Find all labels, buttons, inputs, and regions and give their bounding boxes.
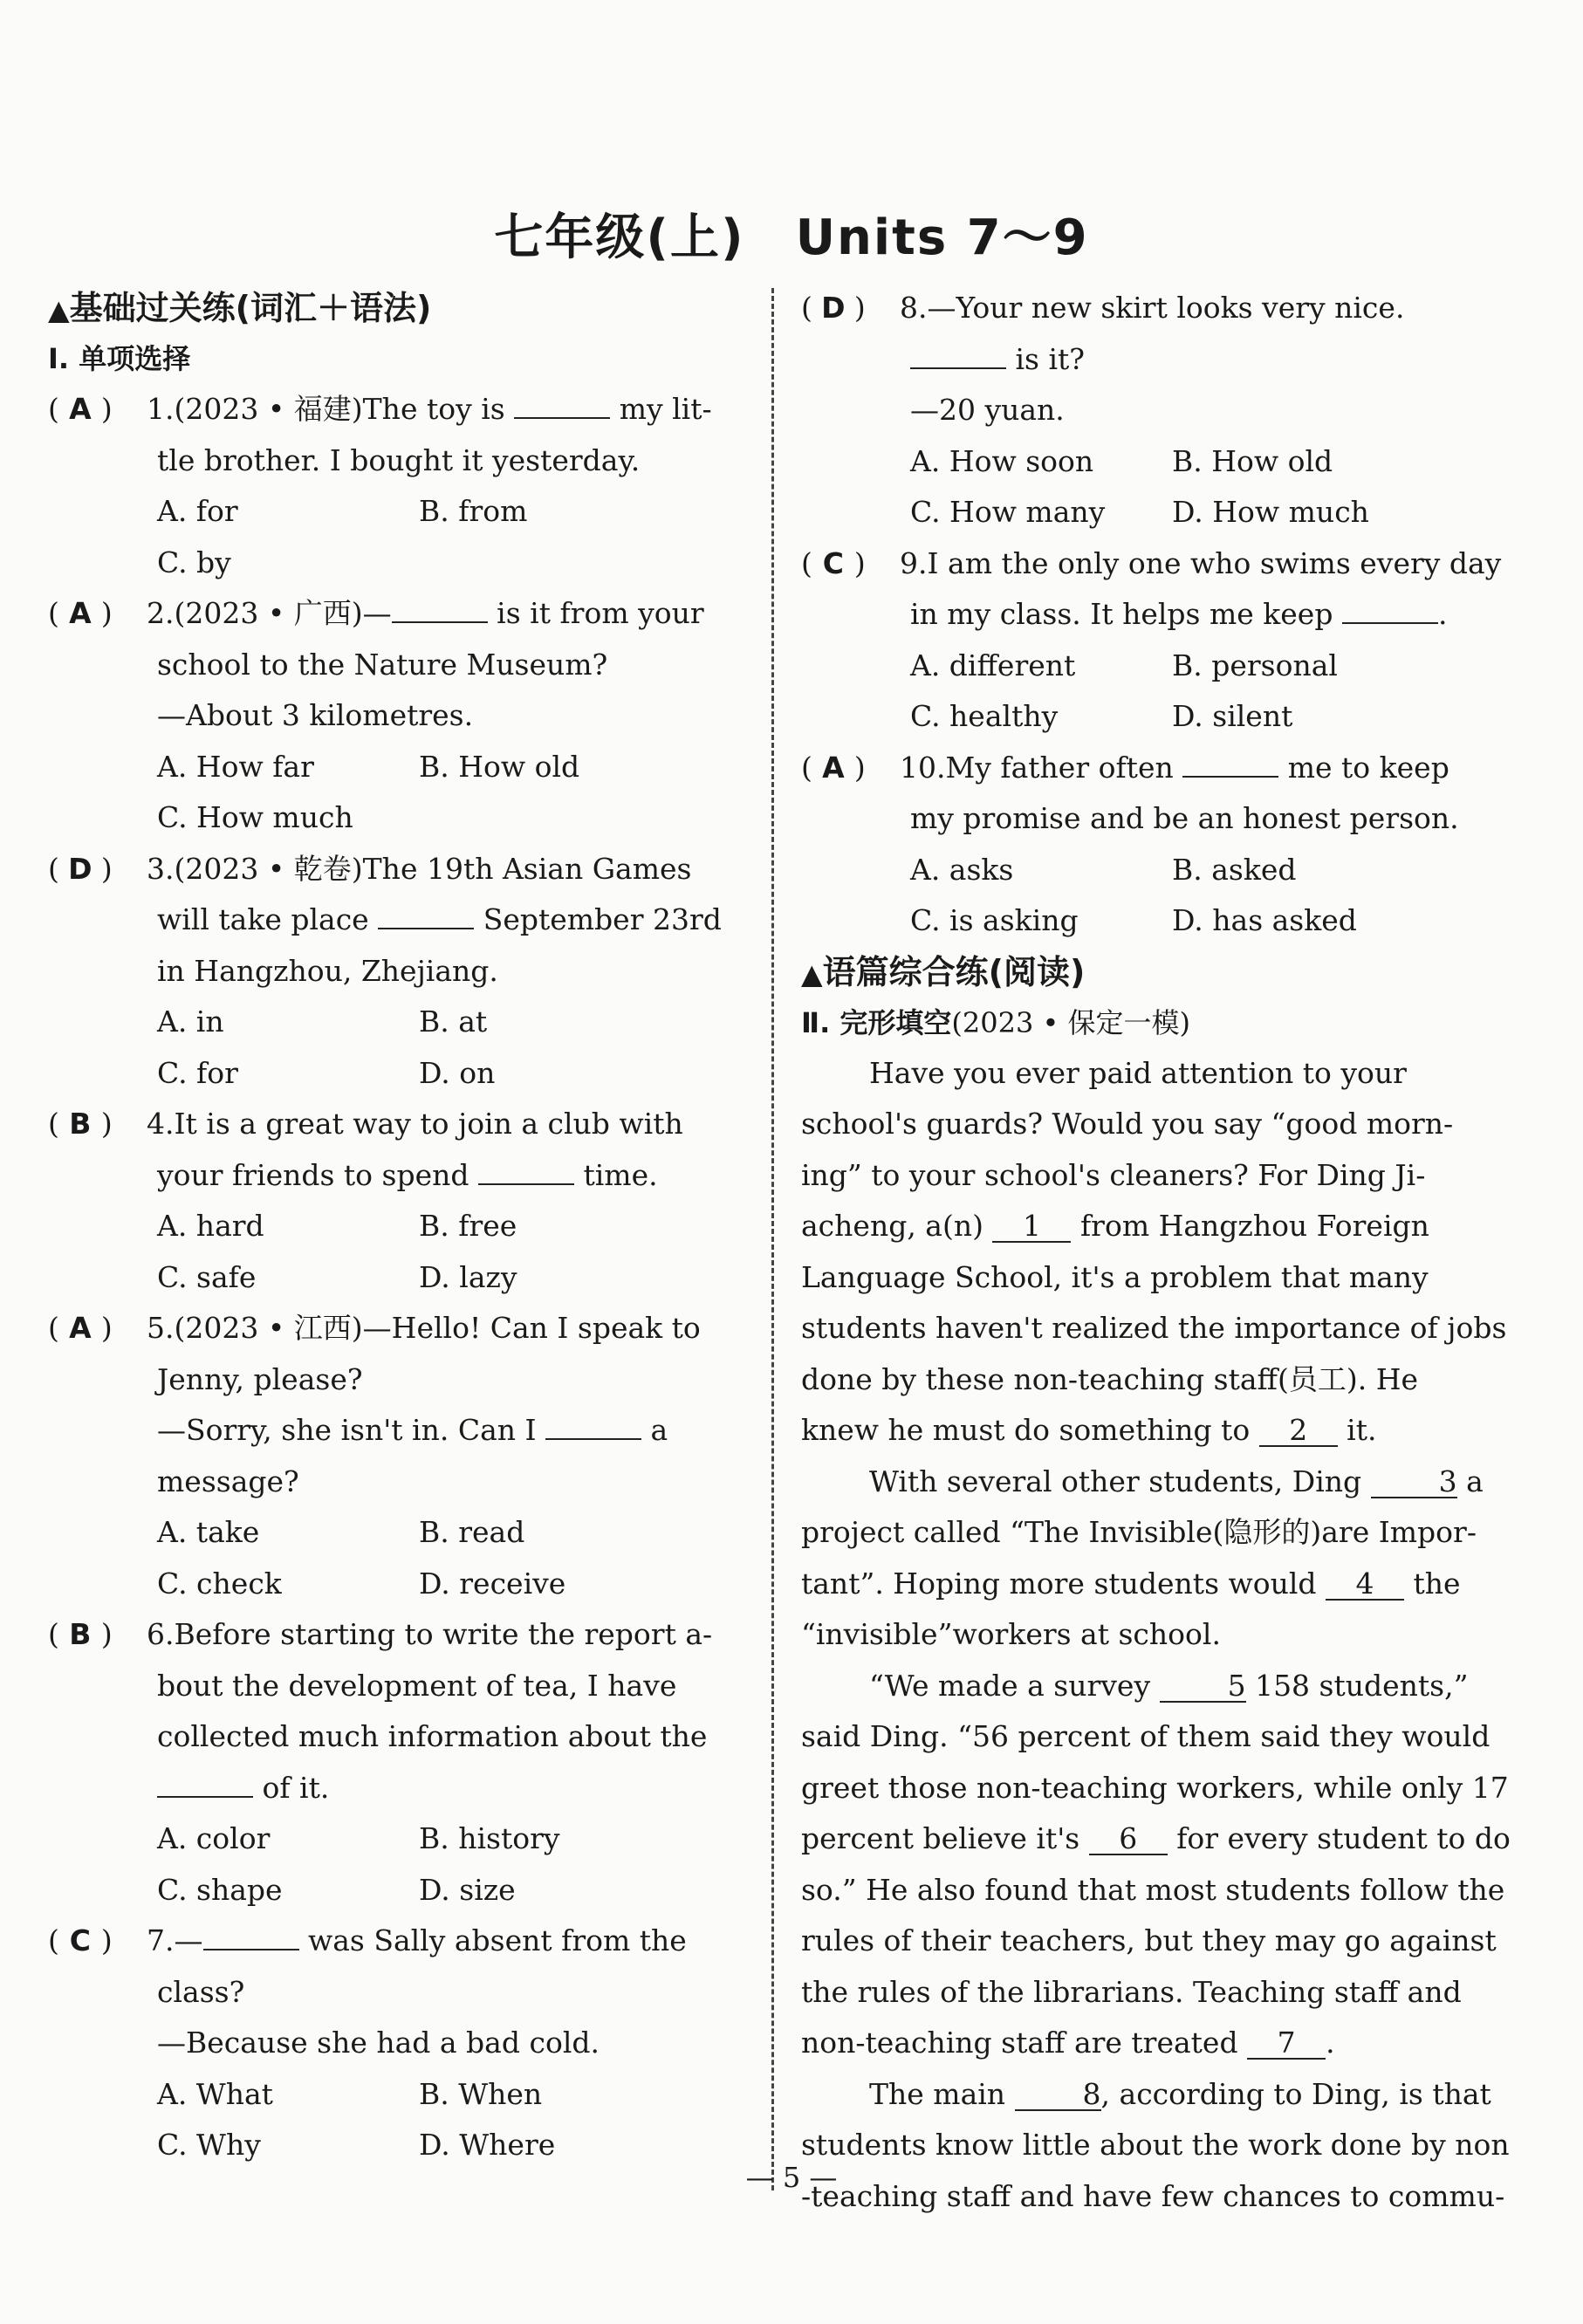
cloze-line: rules of their teachers, but they may go against xyxy=(801,1923,1497,1957)
option-item: D. receive xyxy=(419,1566,566,1601)
question-number: 5. xyxy=(147,1311,175,1345)
cloze-line: -teaching staff and have few chances to commu- xyxy=(801,2178,1505,2213)
option-item: C. safe xyxy=(157,1259,257,1294)
option-item: C. by xyxy=(157,545,231,579)
option-item: A. asks xyxy=(910,852,1014,887)
option-item: D. on xyxy=(419,1055,496,1090)
cloze-paragraph xyxy=(801,2069,1510,2223)
right-column xyxy=(801,283,1511,2222)
question-number: 7. xyxy=(147,1923,175,1957)
answer-bracket: ( C ) xyxy=(801,538,866,590)
answer-letter: C xyxy=(69,1923,91,1957)
option-item: C. check xyxy=(157,1566,282,1601)
option-list xyxy=(48,2069,742,2171)
question-item xyxy=(48,588,742,844)
option-item: D. How much xyxy=(1172,495,1369,529)
question-line: 4.It is a great way to join a club with xyxy=(147,1107,683,1141)
question-line: will take place September 23rd xyxy=(157,902,722,936)
answer-letter: C xyxy=(822,545,844,580)
question-line: my promise and be an honest person. xyxy=(910,801,1459,835)
triangle-icon: ▲ xyxy=(801,956,823,991)
question-line: 6.Before starting to write the report a- xyxy=(147,1617,713,1651)
question-stem xyxy=(48,844,742,997)
question-item xyxy=(48,844,742,1100)
question-line: 5.(2023 • 江西)—Hello! Can I speak to xyxy=(147,1311,701,1345)
question-number: 8. xyxy=(900,291,928,325)
cloze-paragraph xyxy=(801,1457,1495,1661)
cloze-line: knew he must do something to 2 it. xyxy=(801,1413,1377,1447)
question-stem xyxy=(48,1099,742,1201)
cloze-line: Have you ever paid attention to your xyxy=(869,1055,1407,1090)
question-stem xyxy=(48,588,742,742)
answer-bracket: ( A ) xyxy=(48,1303,113,1354)
answer-bracket: ( D ) xyxy=(48,844,113,895)
question-line: Jenny, please? xyxy=(157,1361,363,1396)
option-item: B. How old xyxy=(1172,443,1333,478)
question-line: 9.I am the only one who swims every day xyxy=(900,545,1502,580)
question-item xyxy=(48,384,742,588)
option-list xyxy=(48,997,742,1099)
option-item: A. hard xyxy=(157,1209,264,1243)
option-list xyxy=(801,436,1495,538)
option-item: A. How far xyxy=(157,749,314,784)
question-line: tle brother. I bought it yesterday. xyxy=(157,442,641,477)
question-number: 1. xyxy=(147,392,175,426)
cloze-line: The main 8, according to Ding, is that xyxy=(869,2076,1491,2111)
option-list xyxy=(48,1813,742,1916)
option-item: B. asked xyxy=(1172,852,1297,887)
cloze-line: project called “The Invisible(隐形的)are Impor- xyxy=(801,1515,1477,1549)
question-line: 7.— was Sally absent from the xyxy=(147,1923,687,1957)
question-item xyxy=(801,538,1502,743)
question-line: —20 yuan. xyxy=(910,393,1065,427)
question-item xyxy=(801,743,1495,947)
answer-blank xyxy=(203,1923,299,1950)
question-number: 10. xyxy=(900,750,946,785)
option-item: C. shape xyxy=(157,1872,283,1907)
cloze-blank: 4 xyxy=(1326,1569,1404,1601)
cloze-paragraph xyxy=(801,1048,1507,1457)
option-item: C. How much xyxy=(157,800,353,834)
answer-letter: D xyxy=(68,851,93,886)
answer-bracket: ( D ) xyxy=(801,283,866,334)
option-list xyxy=(48,1507,742,1609)
triangle-icon: ▲ xyxy=(48,293,70,326)
cloze-line: non-teaching staff are treated 7 . xyxy=(801,2026,1335,2060)
answer-letter: B xyxy=(69,1107,92,1141)
question-line: class? xyxy=(157,1974,245,2009)
cloze-line: said Ding. “56 percent of them said they would xyxy=(801,1719,1490,1753)
option-item: D. silent xyxy=(1172,699,1293,733)
option-item: C. Why xyxy=(157,2128,261,2162)
option-item: A. What xyxy=(157,2076,273,2111)
question-number: 2. xyxy=(147,596,175,630)
option-list xyxy=(801,641,1495,743)
question-line: bout the development of tea, I have xyxy=(157,1668,677,1703)
option-item: D. has asked xyxy=(1172,903,1357,937)
answer-blank xyxy=(514,391,610,419)
question-stem xyxy=(48,1916,742,2069)
cloze-line: students haven't realized the importance of jobs xyxy=(801,1311,1507,1345)
section-heading-reading: ▲语篇综合练(阅读) xyxy=(801,952,1086,991)
answer-letter: D xyxy=(821,291,846,325)
question-number: 3. xyxy=(147,851,175,886)
option-item: B. at xyxy=(419,1004,488,1039)
question-line: 8.—Your new skirt looks very nice. xyxy=(900,291,1405,325)
cloze-line: school's guards? Would you say “good morn- xyxy=(801,1107,1454,1141)
answer-bracket: ( B ) xyxy=(48,1609,113,1661)
question-number: 6. xyxy=(147,1617,175,1651)
question-line: your friends to spend time. xyxy=(157,1157,658,1192)
part-label-cloze: Ⅱ. 完形填空(2023 • 保定一模) xyxy=(801,1005,1191,1039)
question-number: 4. xyxy=(147,1107,175,1141)
question-line: —Because she had a bad cold. xyxy=(157,2026,600,2060)
part-label-single-choice: Ⅰ. 单项选择 xyxy=(48,342,191,375)
question-list-right xyxy=(801,283,1502,947)
cloze-line: so.” He also found that most students follow the xyxy=(801,1872,1505,1907)
question-line: of it. xyxy=(157,1763,742,1814)
question-item xyxy=(48,1916,742,2171)
cloze-line: “We made a survey 5 158 students,” xyxy=(869,1668,1469,1703)
cloze-line: Language School, it's a problem that many xyxy=(801,1259,1429,1294)
cloze-blank: 1 xyxy=(992,1211,1071,1243)
question-line: message? xyxy=(157,1464,299,1498)
answer-blank xyxy=(545,1412,641,1440)
cloze-line: percent believe it's 6 for every student to do xyxy=(801,1821,1511,1855)
cloze-paragraph xyxy=(801,1661,1511,2069)
cloze-blank: 2 xyxy=(1259,1416,1338,1447)
cloze-line: done by these non-teaching staff(员工). He xyxy=(801,1361,1419,1396)
option-item: C. healthy xyxy=(910,699,1059,733)
option-list xyxy=(48,486,742,588)
answer-bracket: ( A ) xyxy=(48,384,113,435)
question-stem xyxy=(48,1303,742,1507)
answer-blank xyxy=(910,341,1006,369)
question-stem xyxy=(48,1609,742,1813)
option-item: D. size xyxy=(419,1872,516,1907)
option-item: B. from xyxy=(419,494,528,528)
question-line: school to the Nature Museum? xyxy=(157,647,608,682)
option-item: C. is asking xyxy=(910,903,1079,937)
cloze-line: tant”. Hoping more students would 4 the xyxy=(801,1566,1461,1601)
left-column xyxy=(48,283,742,2171)
option-item: D. lazy xyxy=(419,1259,517,1294)
option-item: C. How many xyxy=(910,495,1106,529)
section-heading-basic: ▲基础过关练(词汇＋语法) xyxy=(48,289,432,327)
cloze-line: the rules of the librarians. Teaching staff and xyxy=(801,1974,1462,2009)
option-item: B. history xyxy=(419,1821,560,1855)
cloze-line: “invisible”workers at school. xyxy=(801,1617,1221,1651)
option-item: C. for xyxy=(157,1055,238,1090)
question-line: is it? xyxy=(910,334,1495,386)
option-item: A. for xyxy=(157,494,238,528)
cloze-line: greet those non-teaching workers, while only 17 xyxy=(801,1770,1509,1805)
question-line: in Hangzhou, Zhejiang. xyxy=(157,953,498,988)
cloze-blank: 3 xyxy=(1371,1467,1457,1498)
cloze-passage xyxy=(801,1048,1511,2223)
question-line: collected much information about the xyxy=(157,1719,708,1753)
question-list-left xyxy=(48,384,742,2171)
answer-blank xyxy=(392,595,488,623)
answer-bracket: ( B ) xyxy=(48,1099,113,1150)
question-item xyxy=(48,1609,742,1916)
question-item xyxy=(48,1303,742,1609)
question-stem xyxy=(801,743,1495,845)
option-item: B. When xyxy=(419,2076,543,2111)
answer-letter: A xyxy=(69,392,92,426)
cloze-line: With several other students, Ding 3 a xyxy=(869,1464,1484,1498)
cloze-line: students know little about the work done by non xyxy=(801,2128,1510,2162)
option-list xyxy=(801,845,1495,947)
cloze-blank: 6 xyxy=(1089,1824,1168,1855)
answer-letter: A xyxy=(69,1311,92,1345)
question-item xyxy=(801,283,1495,538)
option-item: B. How old xyxy=(419,749,580,784)
answer-blank xyxy=(378,901,474,929)
question-line: 10.My father often me to keep xyxy=(900,750,1449,785)
cloze-blank: 8 xyxy=(1015,2080,1101,2111)
question-stem xyxy=(801,283,1495,436)
option-item: A. How soon xyxy=(910,443,1094,478)
answer-blank xyxy=(1342,596,1438,624)
answer-letter: A xyxy=(822,750,845,785)
page-number: — 5 — xyxy=(745,2161,838,2194)
page-title: 七年级(上) Units 7～9 xyxy=(494,209,1089,266)
option-item: A. different xyxy=(910,648,1076,682)
cloze-line: acheng, a(n) 1 from Hangzhou Foreign xyxy=(801,1209,1429,1243)
answer-bracket: ( A ) xyxy=(801,743,866,794)
question-line: in my class. It helps me keep . xyxy=(910,597,1448,631)
answer-blank xyxy=(1182,750,1278,778)
option-item: A. take xyxy=(157,1515,260,1549)
question-line: 2.(2023 • 广西)— is it from your xyxy=(147,596,704,630)
answer-letter: B xyxy=(69,1617,92,1651)
question-line: —Sorry, she isn't in. Can I a xyxy=(157,1413,668,1447)
option-item: B. personal xyxy=(1172,648,1338,682)
question-item xyxy=(48,1099,742,1303)
cloze-line: ing” to your school's cleaners? For Ding Ji- xyxy=(801,1157,1426,1192)
question-line: 1.(2023 • 福建)The toy is my lit- xyxy=(147,392,712,426)
question-line: —About 3 kilometres. xyxy=(157,698,474,732)
question-number: 9. xyxy=(900,545,928,580)
cloze-blank: 5 xyxy=(1160,1671,1246,1703)
answer-letter: A xyxy=(69,596,92,630)
cloze-blank: 7 xyxy=(1247,2028,1326,2060)
answer-blank xyxy=(157,1770,253,1798)
option-item: B. free xyxy=(419,1209,517,1243)
answer-bracket: ( C ) xyxy=(48,1916,113,1967)
option-item: D. Where xyxy=(419,2128,556,2162)
answer-blank xyxy=(478,1157,574,1185)
question-stem xyxy=(801,538,1502,641)
question-stem xyxy=(48,384,742,486)
option-item: B. read xyxy=(419,1515,525,1549)
question-line: 3.(2023 • 乾卷)The 19th Asian Games xyxy=(147,851,692,886)
option-list xyxy=(48,1201,742,1303)
option-item: A. in xyxy=(157,1004,224,1039)
option-list xyxy=(48,742,742,844)
option-item: A. color xyxy=(157,1821,271,1855)
answer-bracket: ( A ) xyxy=(48,588,113,640)
column-divider xyxy=(771,288,774,2190)
